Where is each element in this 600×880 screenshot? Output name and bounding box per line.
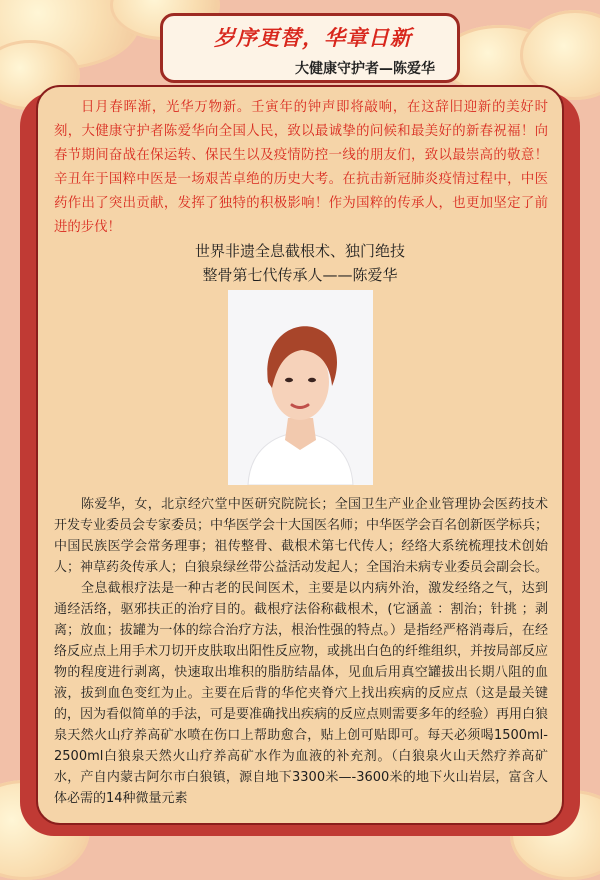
portrait-photo [228,290,373,485]
portrait-illustration [228,290,373,485]
page-title: 岁序更替，华章日新 [214,25,412,50]
honor-title-line-1: 世界非遗全息截根术、独门绝技 [194,242,405,260]
greeting-paragraph: 日月春晖渐，光华万物新。壬寅年的钟声即将敲响，在这辞旧迎新的美好时刻，大健康守护者陈爱华向全国人民，致以最诚挚的问候和最美好的新春祝福！向春节期间奋战在保运转、保民生以及疫情防控一线的朋友们，致以最崇高的敬意！辛丑年于国粹中医是一场艰苦卓绝的历史大考。在抗击新冠肺炎疫情过程中，中医药作出了突出贡献，发挥了独特的积极影响！作为国粹的传承人，也更加坚定了前进的步伐！ [54,100,548,235]
biography-text [54,494,548,809]
honor-title-line-2: 整骨第七代传承人——陈爱华 [202,266,398,284]
biography-paragraph-2: 全息截根疗法是一种古老的民间医术，主要是以内病外治，激发经络之气，达到通经活络，驱邪扶正的治疗目的。截根疗法俗称截根术，(它涵盖 ：割治；针挑 ；剥离；放血；拔罐为一体的综合治疗方法，根治性强的特点。）是指经严格消毒后，在经络反应点上用手术刀切开皮肤取出阳性反应物，或挑出白色的纤维组织，并按局部反应物的程度进行剥离，快速取出堆积的脂肪结晶体，见血后用真空罐拔出长期八阻的血液，拔到血色变红为止。主要在后背的华佗夹脊穴上找出疾病的反应点（这是最关键的，因为看似简单的手法，可是要准确找出疾病的反应点则需要多年的经验）再用白狼泉天然火山疗养高矿水喷在伤口上帮助愈合，贴上创可贴即可。每天必须喝1500ml-2500ml白狼泉天然火山疗养高矿水作为血液的补充剂。（白狼泉火山天然疗养高矿水，产自内蒙古阿尔市白狼镇，源自地下3300米—-3600米的地下火山岩层，富含人体必需的14种微量元素 [54,581,549,806]
header-banner [160,13,460,83]
biography-paragraph-1: 陈爱华，女，北京经穴堂中医研究院院长；全国卫生产业企业管理协会医药技术开发专业委员会专家委员；中华医学会十大国医名师；中华医学会百名创新医学标兵；中国民族医学会常务理事；祖传整骨、截根术第七代传人；经络大系统梳理技术创始人；神草药灸传承人；白狼泉绿丝带公益活动发起人；全国治未病专业委员会副会长。 [54,497,549,575]
page-subtitle: 大健康守护者—陈爱华 [295,61,435,77]
